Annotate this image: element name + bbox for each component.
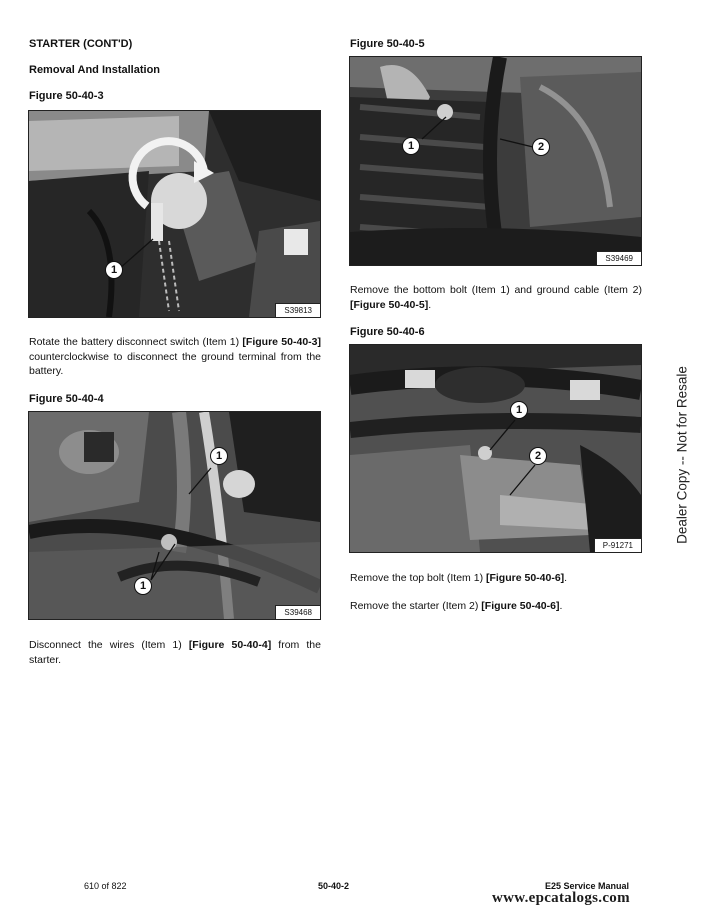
callout: 2 [529, 447, 547, 465]
figure-photo-battery-disconnect [28, 110, 321, 318]
watermark: www.epcatalogs.com [492, 890, 630, 906]
photo-code: S39469 [596, 251, 641, 265]
instruction-paragraph: Remove the top bolt (Item 1) [Figure 50-40-6]. [350, 572, 568, 584]
figure-photo-starter-wires [28, 411, 321, 620]
photo-code: S39468 [275, 605, 320, 619]
callout: 1 [402, 137, 420, 155]
callout: 2 [532, 138, 550, 156]
instruction-paragraph: Rotate the battery disconnect switch (Item 1) [Figure 50-40-3] counterclockwise to disconnect the ground terminal from the battery. [29, 336, 321, 377]
figure-reference[interactable]: [Figure 50-40-6] [485, 572, 565, 584]
figure-label: Figure 50-40-4 [29, 393, 104, 405]
page-number: 50-40-2 [318, 881, 350, 891]
figure-reference[interactable]: [Figure 50-40-6] [481, 600, 560, 612]
figure-photo-top-bolt-starter [349, 344, 642, 553]
instruction-paragraph: Remove the starter (Item 2) [Figure 50-40-6]. [350, 600, 563, 612]
callout: 1 [134, 577, 152, 595]
section-title: STARTER (CONT'D) [29, 38, 133, 50]
page-count: 610 of 822 [84, 881, 127, 891]
photo-code: S39813 [275, 303, 320, 317]
photo-code: P-91271 [594, 538, 641, 552]
figure-reference[interactable]: [Figure 50-40-4] [188, 639, 272, 651]
callout: 1 [510, 401, 528, 419]
subsection-title: Removal And Installation [29, 64, 161, 76]
figure-reference[interactable]: [Figure 50-40-3] [242, 336, 321, 348]
callout: 1 [105, 261, 123, 279]
instruction-paragraph: Remove the bottom bolt (Item 1) and ground cable (Item 2) [Figure 50-40-5]. [350, 284, 642, 311]
figure-label: Figure 50-40-5 [350, 38, 425, 50]
figure-label: Figure 50-40-6 [350, 326, 425, 338]
callout: 1 [210, 447, 228, 465]
figure-photo-bottom-bolt [349, 56, 642, 266]
side-note: Dealer Copy -- Not for Resale [674, 366, 690, 544]
figure-label: Figure 50-40-3 [29, 90, 104, 102]
instruction-paragraph: Disconnect the wires (Item 1) [Figure 50-40-4] from the starter. [29, 639, 321, 666]
manual-title: E25 Service Manual [545, 881, 630, 891]
figure-reference[interactable]: [Figure 50-40-5] [350, 298, 429, 311]
